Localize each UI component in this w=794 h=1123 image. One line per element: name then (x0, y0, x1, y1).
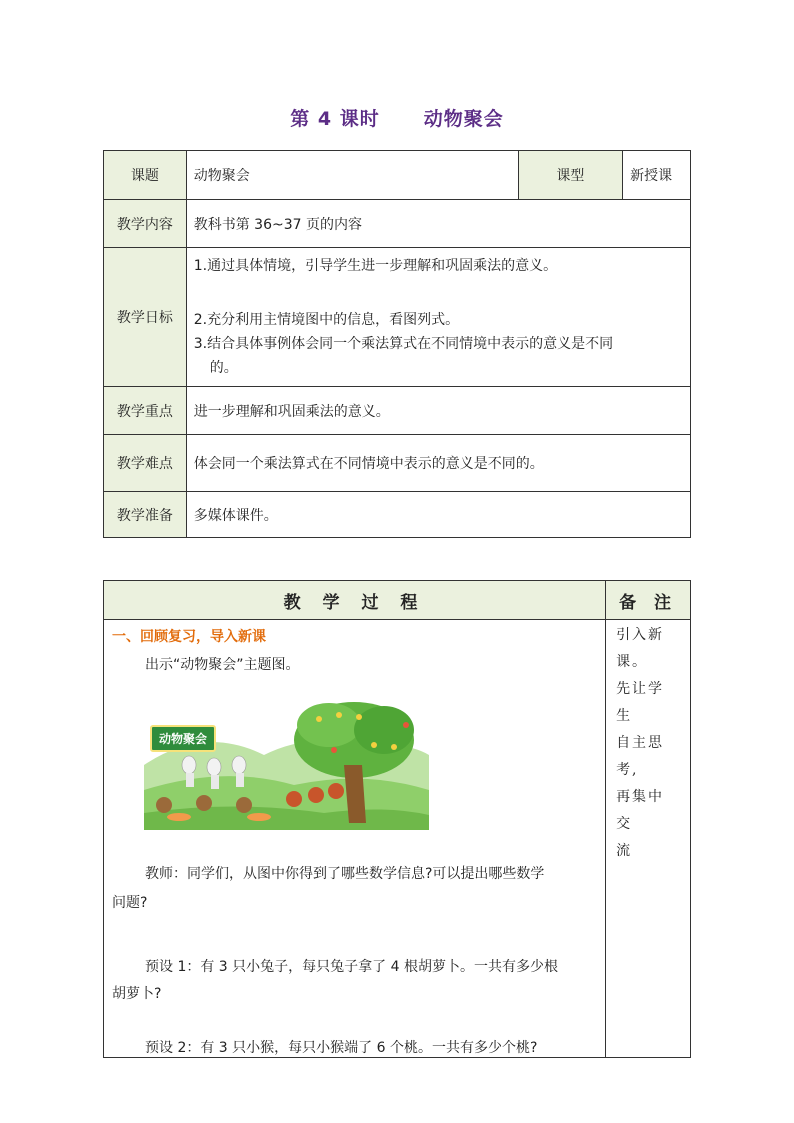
scene-svg (144, 695, 429, 830)
goals-label: 教学日标 (104, 248, 187, 387)
section-title: 一、回顾复习，导入新课 (112, 629, 266, 645)
goal-item: 3.结合具体事例体会同一个乘法算式在不同情境中表示的意义是不同 (193, 336, 614, 352)
preset1-line2: 胡萝卜? (112, 986, 162, 1002)
remark-line: 流 (616, 843, 633, 859)
process-cell (104, 620, 606, 1058)
topic-label: 课题 (104, 151, 187, 200)
goal-item: 2.充分利用主情境图中的信息，看图列式。 (193, 312, 460, 328)
lesson-topic: 动物聚会 (423, 108, 504, 130)
show-line: 出示“动物聚会”主题图。 (145, 657, 300, 673)
content-value: 教科书第 36~37 页的内容 (186, 200, 690, 248)
key-label: 教学重点 (104, 387, 187, 435)
preset2-line1: 预设 2：有 3 只小猴，每只小猴端了 6 个桃。一共有多少个桃? (145, 1040, 538, 1056)
goal-item: 的。 (209, 360, 238, 376)
remark-line: 自主思考, (616, 735, 665, 778)
lesson-number: 第 4 课时 (290, 108, 380, 130)
remark-line: 先让学生 (616, 681, 665, 724)
preset1-line1: 预设 1：有 3 只小兔子，每只兔子拿了 4 根胡萝卜。一共有多少根 (145, 959, 558, 975)
animal-party-illustration (144, 695, 429, 830)
remark-line: 引入新课。 (616, 627, 665, 670)
lesson-info-table (103, 150, 691, 538)
teacher-question-line2: 问题? (112, 895, 148, 911)
content-label: 教学内容 (104, 200, 187, 248)
process-header: 教 学 过 程 (104, 581, 606, 620)
teaching-process-table (103, 580, 691, 1058)
remark-header: 备 注 (606, 581, 691, 620)
remark-line: 再集中交 (616, 789, 665, 832)
topic-value: 动物聚会 (186, 151, 518, 200)
remark-cell (606, 620, 691, 1058)
type-value: 新授课 (623, 151, 691, 200)
illustration-badge: 动物聚会 (150, 725, 216, 752)
page-title (0, 104, 794, 131)
type-label: 课型 (518, 151, 623, 200)
difficulty-label: 教学难点 (104, 435, 187, 492)
prep-value: 多媒体课件。 (186, 492, 690, 538)
goal-item: 1.通过具体情境，引导学生进一步理解和巩固乘法的意义。 (193, 258, 558, 274)
teacher-question-line1: 教师：同学们，从图中你得到了哪些数学信息?可以提出哪些数学 (145, 866, 545, 882)
difficulty-value: 体会同一个乘法算式在不同情境中表示的意义是不同的。 (186, 435, 690, 492)
prep-label: 教学准备 (104, 492, 187, 538)
key-value: 进一步理解和巩固乘法的意义。 (186, 387, 690, 435)
goals-cell (186, 248, 690, 387)
